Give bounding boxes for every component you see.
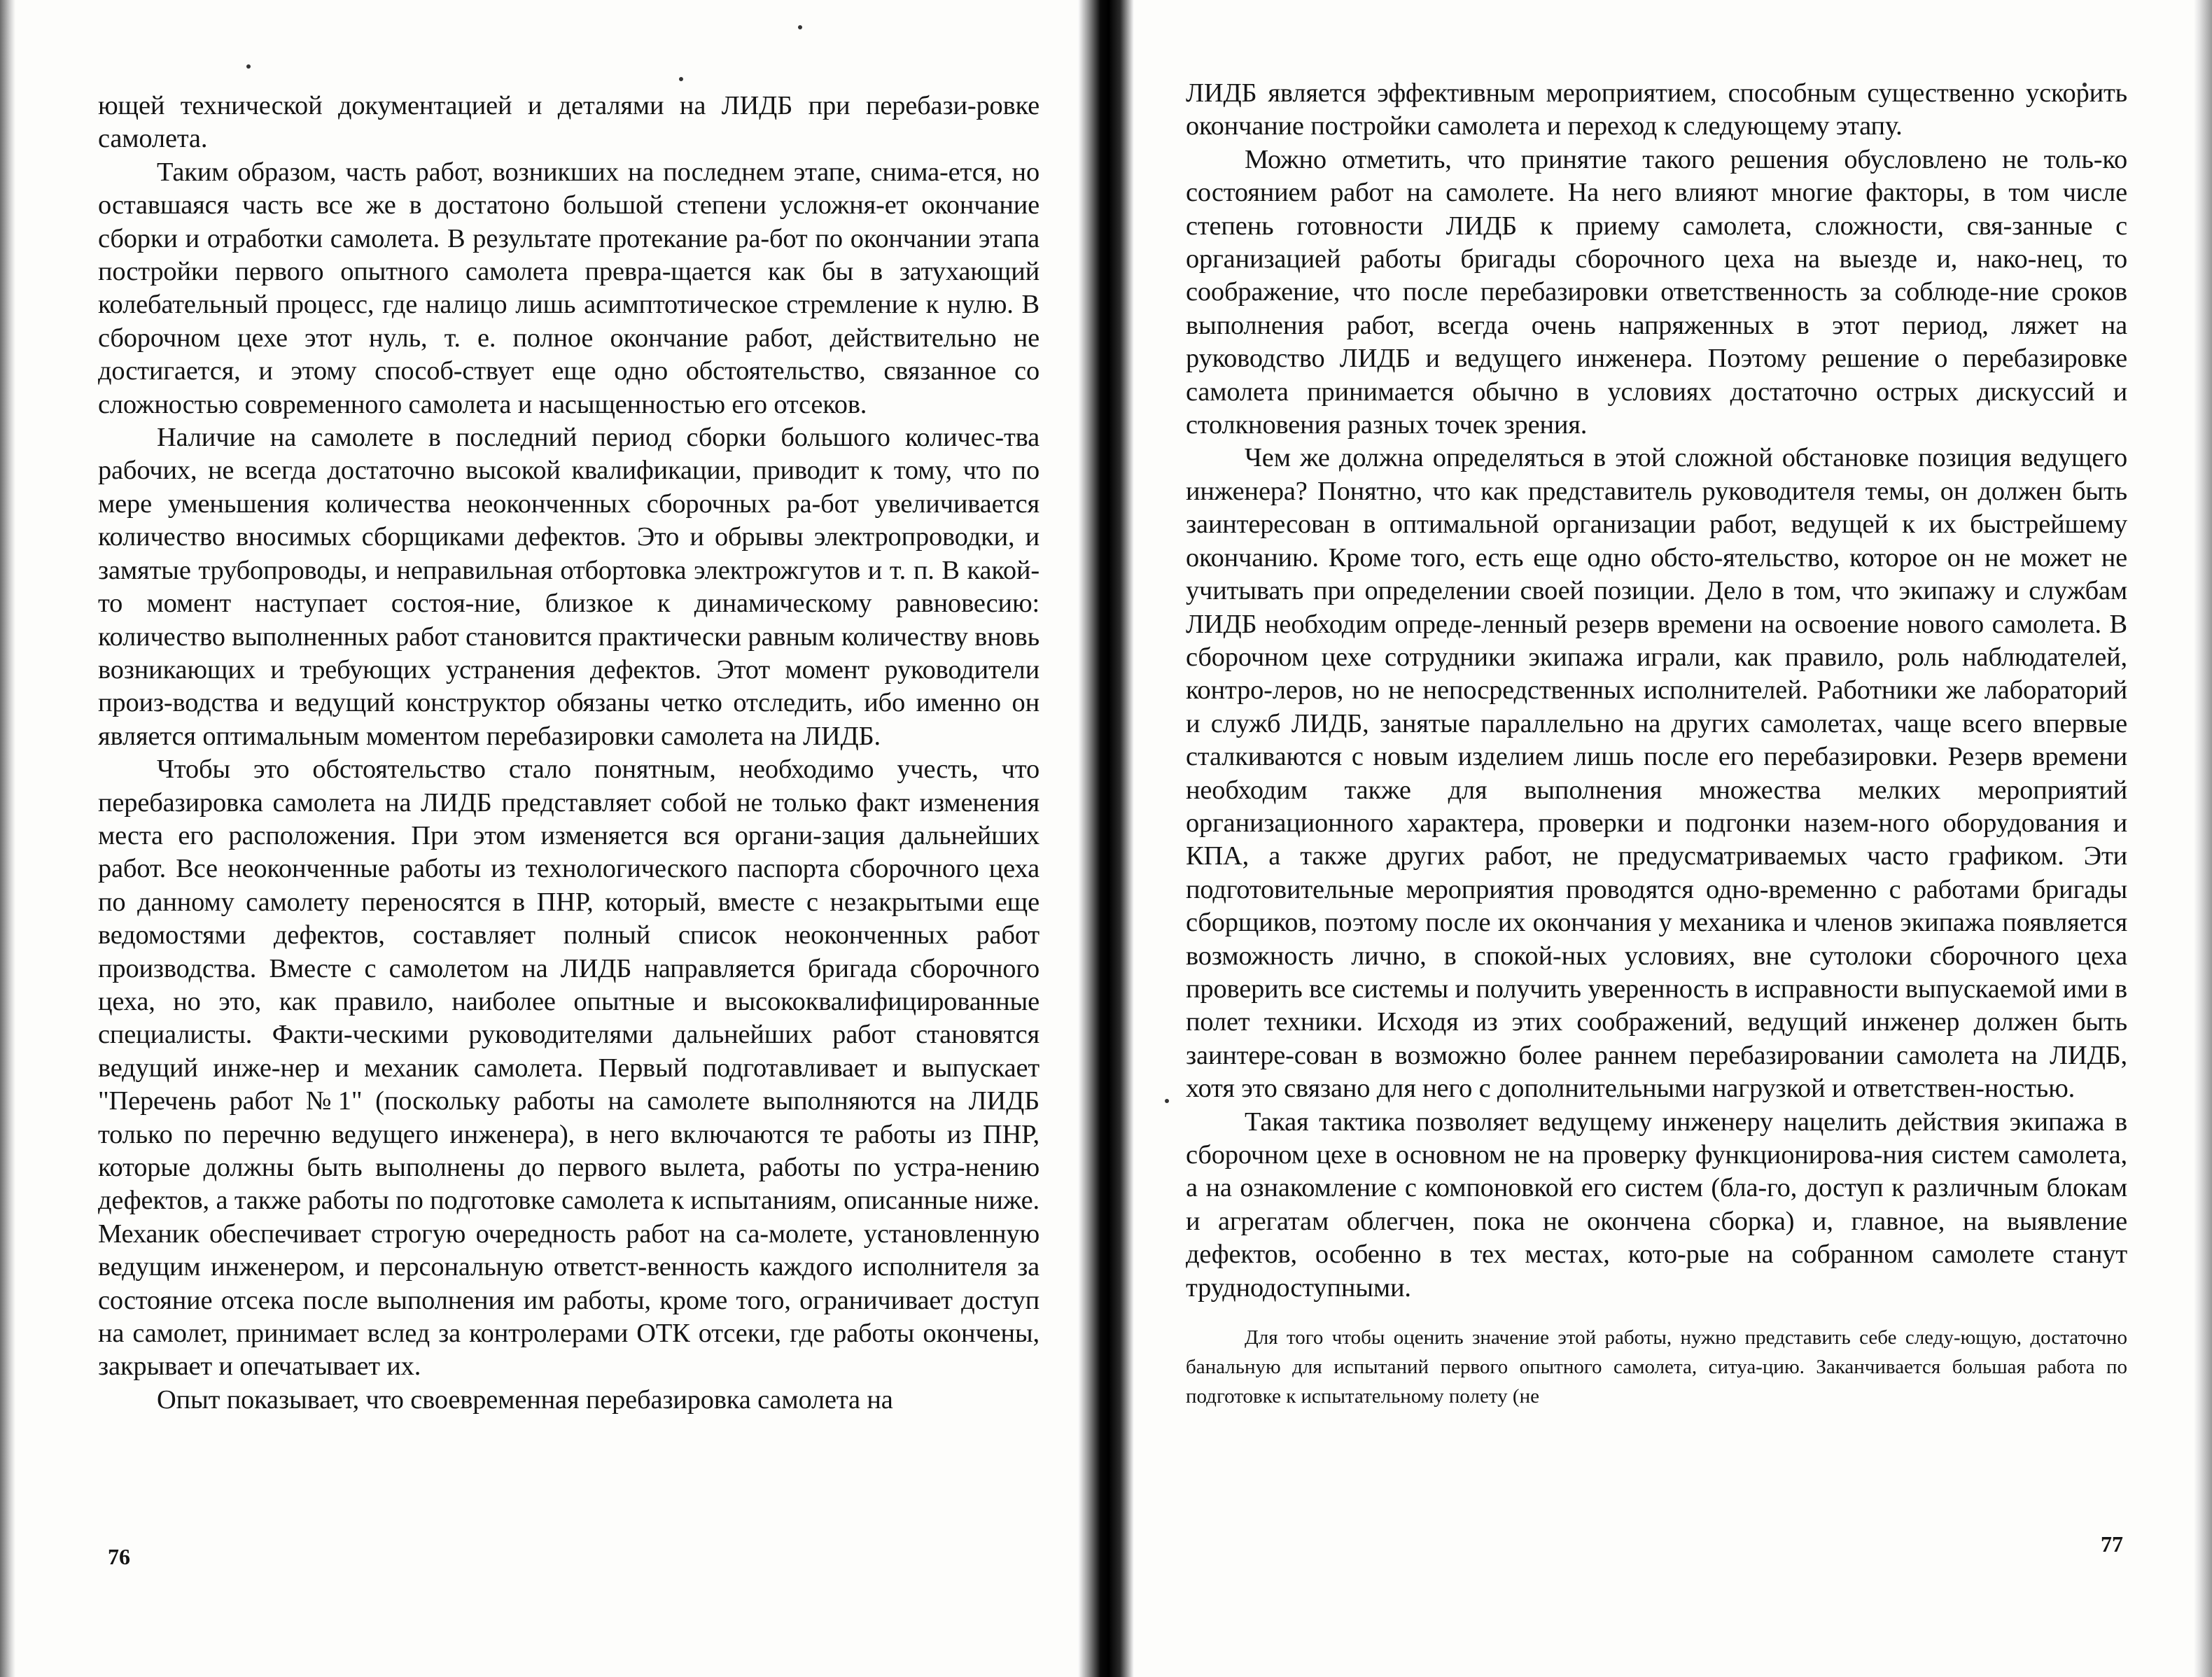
left-paragraph-4: Чтобы это обстоятельство стало понятным, необходимо учесть, что перебазировка самолета на ЛИДБ представляет собой не только факт изменения места его расположения. При этом изменяется вся органи-зация дальнейших работ. Все неоконченные работы из технологического паспорта сборочного цеха по данному самолету переносятся в ПНР, который, вместе с незакрытыми еще ведомостями дефектов, составляет полный список неоконченных работ производства. Вместе с самолетом на ЛИДБ направляется бригада сборочного цеха, но это, как правило, наиболее опытные и высококвалифицированные специалисты. Факти-ческими руководителями дальнейших работ становятся ведущий инже-нер и механик самолета. Первый подготавливает и выпускает "Перечень работ №1" (поскольку работы на самолете выполняются на ЛИДБ только по перечню ведущего инженера), в него включаются те работы из ПНР, которые должны быть выполнены до первого вылета, работы по устра-нению дефектов, а также работы по подготовке самолета к испытаниям, описанные ниже. Механик обеспечивает строгую очередность работ на са-молете, установленную ведущим инженером, и персональную ответст-венность каждого исполнителя за состояние отсека после выполнения им работы, кроме того, ограничивает доступ на самолет, принимает вслед за контролерами ОТК отсеки, где работы окончены, закрывает и опечатывает их. (98, 755, 1040, 1382)
right-page (1186, 77, 2127, 1589)
right-page-number: 77 (2101, 1531, 2123, 1557)
left-page (98, 90, 1040, 1601)
left-page-number: 76 (108, 1544, 130, 1569)
scan-speck (679, 77, 683, 81)
scan-speck (246, 64, 251, 69)
scan-speck (798, 25, 802, 29)
left-paragraph-3: Наличие на самолете в последний период сборки большого количес-тва рабочих, не всегда достаточно высокой квалификации, приводит к тому, что по мере уменьшения количества неоконченных сборочных ра-бот увеличивается количество вносимых сборщиками дефектов. Это и обрывы электропроводки, и замятые трубопроводы, и неправильная отбортовка электрожгутов и т. п. В какой-то момент наступает состоя-ние, близкое к динамическому равновесию: количество выполненных работ становится практически равным количеству вновь возникающих и требующих устранения дефектов. Этот момент руководители произ-водства и ведущий конструктор обязаны четко отследить, ибо именно он является оптимальным моментом перебазировки самолета на ЛИДБ. (98, 423, 1040, 751)
right-paragraph-2: Можно отметить, что принятие такого решения обусловлено не толь-ко состоянием работ на самолете. На него влияют многие факторы, в том числе степень готовности ЛИДБ к приему самолета, сложности, свя-занные с организацией работы бригады сборочного цеха на выезде и, нако-нец, то соображение, что после перебазировки ответственность за соблюде-ние сроков выполнения работ, всегда очень напряженных в этот период, ляжет на руководство ЛИДБ и ведущего инженера. Поэтому решение о перебазировке самолета принимается обычно в условиях достаточно острых дискуссий и столкновения разных точек зрения. (1186, 144, 2127, 440)
scan-speck (1165, 1099, 1169, 1103)
left-paragraph-2: Таким образом, часть работ, возникших на последнем этапе, снима-ется, но оставшаяся часть все же в достатоно большой степени усложня-ет окончание сборки и отработки самолета. В результате протекание ра-бот по окончании этапа постройки первого опытного самолета превра-щается как бы в затухающий колебательный процесс, где налицо лишь асимптотическое стремление к нулю. В сборочном цехе этот нуль, т. е. полное окончание работ, действительно не достигается, и этому способ-ствует еще одно обстоятельство, связанное со сложностью современного самолета и насыщенностью его отсеков. (98, 157, 1040, 419)
left-paragraph-1: ющей технической документацией и деталями на ЛИДБ при перебази-ровке самолета. (98, 91, 1040, 154)
right-footnote: Для того чтобы оценить значение этой работы, нужно представить себе следу-ющую, достаточно банальную для испытаний первого опытного самолета, ситуа-цию. Заканчивается большая работа по подготовке к испытательному полету (не (1186, 1326, 2127, 1408)
right-paragraph-1: ЛИДБ является эффективным мероприятием, способным существенно ускорить окончание постройки самолета и переход к следующему этапу. (1186, 78, 2127, 141)
right-page-edge (2194, 0, 2212, 1677)
right-paragraph-3: Чем же должна определяться в этой сложной обстановке позиция ведущего инженера? Понятно, что как представитель руководителя темы, он должен быть заинтересован в оптимальной организации работ, ведущей к их быстрейшему окончанию. Кроме того, есть еще одно обсто-ятельство, которое он не может не учитывать при определении своей позиции. Дело в том, что экипажу и службам ЛИДБ необходим опреде-ленный резерв времени на освоение нового самолета. В сборочном цехе сотрудники экипажа играли, как правило, роль наблюдателей, контро-леров, но не непосредственных исполнителей. Работники же лабораторий и служб ЛИДБ, занятые параллельно на других самолетах, чаще всего впервые сталкиваются с новым изделием лишь после его перебазировки. Резерв времени необходим также для выполнения множества мелких мероприятий организационного характера, проверки и подгонки назем-ного оборудования и КПА, а также других работ, не предусматриваемых часто графиком. Эти подготовительные мероприятия проводятся одно-временно с работами бригады сборщиков, поэтому после их окончания у механика и членов экипажа появляется возможность лично, в спокой-ных условиях, вне сутолоки сборочного цеха проверить все системы и получить уверенность в исправности выпускаемой ими в полет техники. Исходя из этих соображений, ведущий инженер должен быть заинтере-сован в возможно более раннем перебазировании самолета на ЛИДБ, хотя это связано для него с дополнительными нагрузкой и ответствен-ностью. (1186, 443, 2127, 1104)
book-spine (1078, 0, 1134, 1677)
right-paragraph-4: Такая тактика позволяет ведущему инженеру нацелить действия экипажа в сборочном цехе в основном не на проверку функционирова-ния систем самолета, а на ознакомление с компоновкой его систем (бла-го, доступ к различным блокам и агрегатам облегчен, пока не окончена сборка) и, главное, на выявление дефектов, особенно в тех местах, кото-рые на собранном самолете станут труднодоступными. (1186, 1107, 2127, 1303)
left-page-edge (0, 0, 15, 1677)
left-paragraph-5: Опыт показывает, что своевременная перебазировка самолета на (157, 1384, 893, 1415)
